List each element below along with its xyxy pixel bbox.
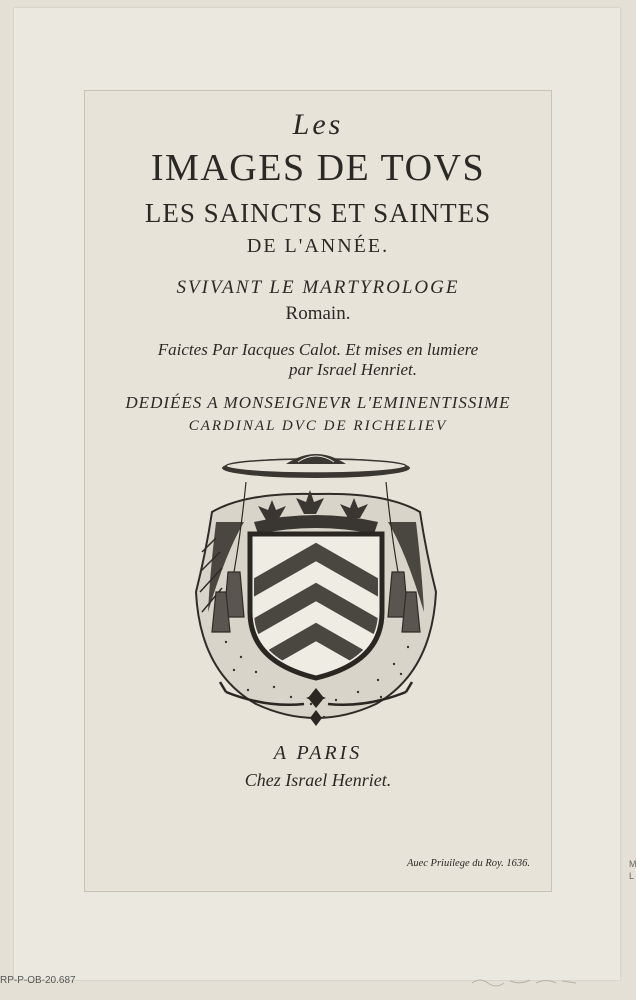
credit-callot: Faictes Par Iacques Calot. Et mises en lumiere xyxy=(157,340,479,359)
edge-mark: M L xyxy=(629,859,636,881)
title-saincts-et-saintes: LES SAINCTS ET SAINTES xyxy=(144,198,492,228)
subtitle-romain: Romain. xyxy=(285,303,351,324)
pencil-annotation-icon xyxy=(470,975,580,987)
dedication-line2: CARDINAL DVC DE RICHELIEV xyxy=(188,418,448,434)
dedication-line1: DEDIÉES A MONSEIGNEVR L'EMINENTISSIME xyxy=(125,393,511,412)
title-images-de-tous: IMAGES DE TOVS xyxy=(150,147,486,189)
privilege-note: Auec Priuilege du Roy. 1636. xyxy=(406,858,530,869)
imprint-place: A PARIS xyxy=(273,742,363,764)
credit-henriet: par Israel Henriet. xyxy=(289,360,417,379)
subtitle-martyrologe: SVIVANT LE MARTYROLOGE xyxy=(176,277,460,298)
title-de-lannee: DE L'ANNÉE. xyxy=(246,235,390,257)
inventory-number: RP-P-OB-20.687 xyxy=(0,975,76,986)
title-les: Les xyxy=(292,108,344,141)
cardinal-coat-of-arms-icon xyxy=(186,442,446,742)
imprint-publisher: Chez Israel Henriet. xyxy=(244,770,392,790)
